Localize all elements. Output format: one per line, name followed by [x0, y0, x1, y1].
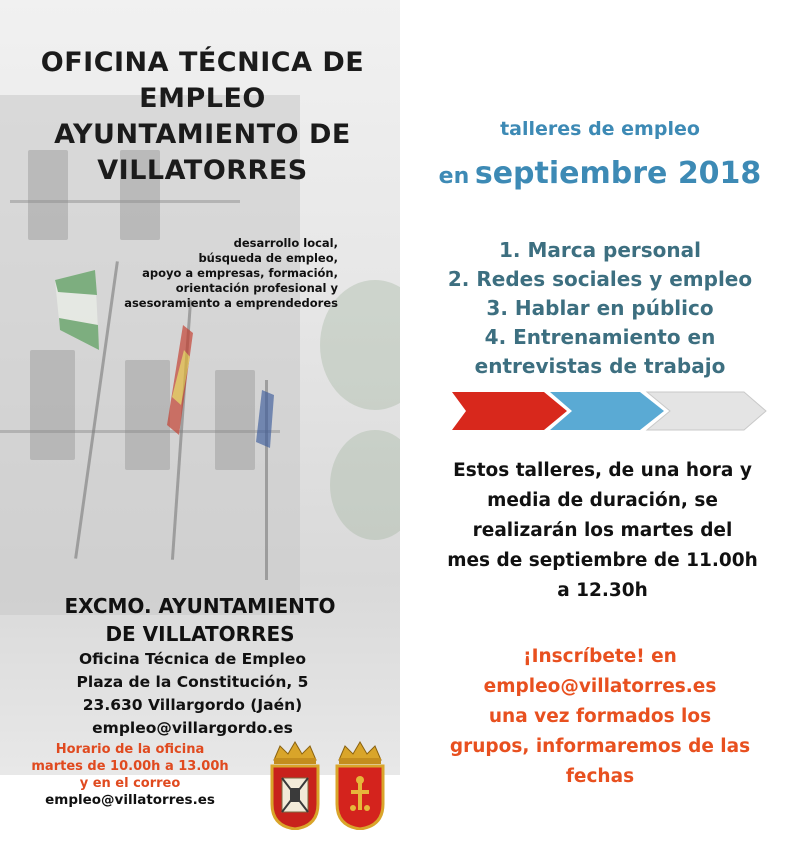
service-line: desarrollo local, [233, 236, 338, 250]
topic-item: 3. Hablar en público [486, 296, 714, 320]
cta-line: una vez formados los [488, 706, 712, 727]
workshops-heading [400, 156, 800, 191]
left-panel [0, 0, 400, 775]
tree-decoration [330, 430, 400, 540]
topic-item: 2. Redes sociales y empleo [447, 267, 753, 291]
heading-month: septiembre 2018 [474, 156, 762, 191]
balcony-rail [0, 430, 280, 433]
blue-arrow [550, 392, 664, 430]
hours-line: y en el correo [79, 776, 181, 791]
red-arrow [452, 392, 567, 430]
signup-email[interactable]: empleo@villatorres.es [483, 676, 717, 697]
andalucia-flag-icon [55, 270, 100, 350]
workshop-topics [400, 236, 800, 381]
description-line: Estos talleres, de una hora y [453, 460, 752, 481]
balcony-rail [10, 200, 240, 203]
service-line: búsqueda de empleo, [198, 251, 338, 265]
spain-flag-icon [165, 325, 195, 435]
hours-line: martes de 10.00h a 13.00h [31, 759, 229, 774]
window-decoration [125, 360, 170, 470]
villatorres-coat-of-arms-icon [266, 738, 324, 830]
contact-office: Oficina Técnica de Empleo [79, 650, 306, 668]
service-line: asesoramiento a emprendedores [124, 296, 338, 310]
cta-line: fechas [565, 766, 635, 787]
cta-line: grupos, informaremos de las [449, 736, 751, 757]
eu-flag-icon [252, 390, 276, 450]
workshop-description [405, 456, 800, 606]
office-title-line: EMPLEO [139, 83, 266, 114]
grey-arrow [647, 392, 766, 430]
contact-email[interactable]: empleo@villargordo.es [92, 719, 293, 737]
office-title-line: VILLATORRES [97, 155, 308, 186]
service-line: orientación profesional y [175, 281, 338, 295]
office-title-line: OFICINA TÉCNICA DE [40, 47, 365, 78]
council-name-line: EXCMO. AYUNTAMIENTO [64, 594, 336, 618]
topic-item: 1. Marca personal [498, 238, 702, 262]
office-hours [0, 741, 260, 809]
contact-block [30, 648, 355, 740]
council-name [25, 592, 375, 648]
office-title-line: AYUNTAMIENTO DE [54, 119, 351, 150]
signup-call-to-action [400, 642, 800, 792]
description-line: media de duración, se [487, 490, 718, 511]
contact-city: 23.630 Villargordo (Jaén) [82, 696, 303, 714]
description-line: mes de septiembre de 11.00h [447, 550, 758, 571]
description-line: a 12.30h [557, 580, 648, 601]
workshops-subtitle: talleres de empleo [500, 118, 700, 140]
service-line: apoyo a empresas, formación, [142, 266, 338, 280]
services-list [118, 236, 338, 311]
hours-email[interactable]: empleo@villatorres.es [45, 792, 215, 808]
window-decoration [30, 350, 75, 460]
villargordo-coat-of-arms-icon [331, 738, 389, 830]
council-name-line: DE VILLATORRES [105, 622, 295, 646]
window-decoration [215, 370, 255, 470]
contact-address: Plaza de la Constitución, 5 [76, 673, 309, 691]
topic-item: entrevistas de trabajo [474, 354, 726, 378]
cta-line: ¡Inscríbete! en [523, 646, 677, 667]
progress-arrows [452, 386, 800, 436]
hours-line: Horario de la oficina [55, 742, 205, 757]
topic-item: 4. Entrenamiento en [484, 325, 716, 349]
office-title [30, 45, 375, 189]
heading-prefix: en [438, 164, 470, 189]
description-line: realizarán los martes del [472, 520, 733, 541]
